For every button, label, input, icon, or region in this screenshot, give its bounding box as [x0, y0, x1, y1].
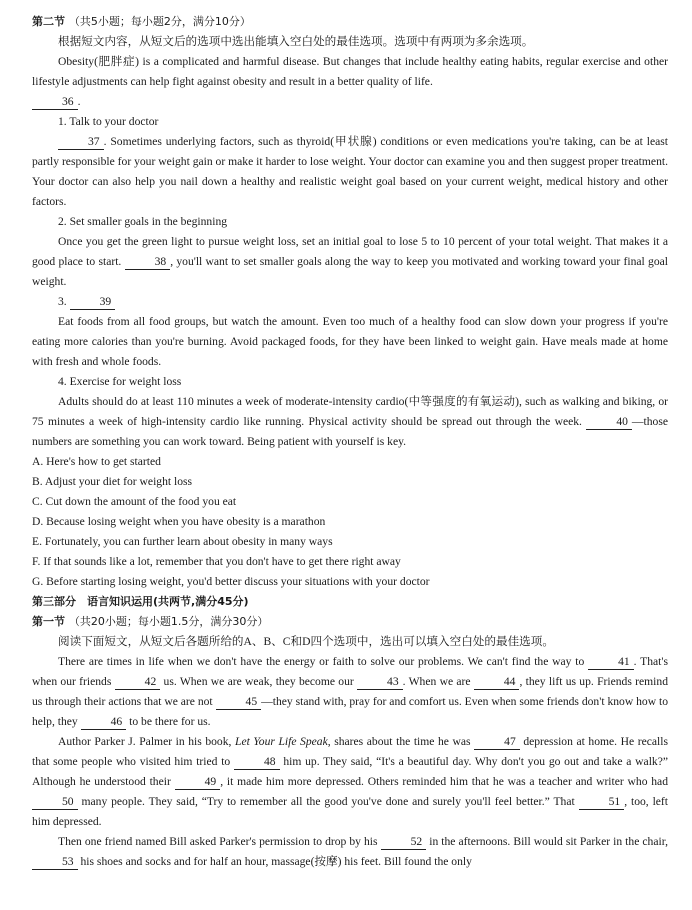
blank-46: 46 [81, 714, 127, 730]
section2-note: （共5小题；每小题2分，满分10分） [68, 15, 251, 28]
blank-39: 39 [70, 294, 116, 310]
paragraph-4: Adults should do at least 110 minutes a week of moderate-intensity cardio(中等强度的有氧运动), such as walking and biking, or 75 minutes a week of high-intensity cardio like running. Physical activity should be spread out through the week. 40 —those numbers are something you can work toward. Being patient with yourself is key. [32, 395, 668, 448]
heading-3: 3. 39 [32, 292, 668, 312]
option-g: G. Before starting losing weight, you'd better discuss your situations with your doctor [32, 575, 430, 588]
part3-title: 第三部分 语言知识运用 [32, 595, 153, 608]
section2-instruction: 根据短文内容，从短文后的选项中选出能填入空白处的最佳选项。选项中有两项为多余选项。 [58, 35, 534, 48]
blank-53: 53 [32, 854, 78, 870]
blank-41: 41 [588, 654, 634, 670]
blank-42: 42 [115, 674, 161, 690]
blank-44: 44 [474, 674, 520, 690]
cloze-paragraph-2: Author Parker J. Palmer in his book, Let Your Life Speak, shares about the time he was 47 depression at home. He recalls that some people who visited him tried to 48 him up. They said, “It's a beautiful day. Why don't you go out and take a walk?” Although he understood their 49 , it made him more depressed. Others reminded him that he was a teacher and writer who had 50 many people. They said, “Try to remember all the good you've done and surely you'll feel better.” That 51 , too, left him depressed. [32, 735, 669, 828]
book-title: Let Your Life Speak [235, 735, 328, 748]
part3-heading [32, 592, 668, 612]
blank-50: 50 [32, 794, 78, 810]
paragraph-2: Once you get the green light to pursue weight loss, set an initial goal to lose 5 to 10 percent of your total weight. That makes it a good place to start. 38 , you'll want to set smaller goals along the way to keep you motivated and working toward your final goal weight. [32, 235, 668, 288]
blank-40: 40 [586, 414, 632, 430]
option-a: A. Here's how to get started [32, 455, 161, 468]
cloze-paragraph-1: There are times in life when we don't have the energy or faith to solve our problems. We can't find the way to 41 . That's when our friends 42 us. When we are weak, they become our 43 . When we are 44 , they lift us up. Friends remind us through their actions that we are not 45 —they stand with, pray for and comfort us. Even when some friends don't know how to help, they 46 to be there for us. [32, 655, 668, 728]
blank-38: 38 [125, 254, 171, 270]
blank-47: 47 [474, 734, 520, 750]
options-list [32, 452, 668, 592]
section2-heading [32, 12, 668, 32]
blank-48: 48 [234, 754, 280, 770]
section2-title: 第二节 [32, 15, 65, 28]
option-f: F. If that sounds like a lot, remember that you don't have to get there right away [32, 555, 401, 568]
option-b: B. Adjust your diet for weight loss [32, 475, 193, 488]
paragraph-3: Eat foods from all food groups, but watch the amount. Even too much of a healthy food can slow down your progress if you're eating more calories than you're burning. Avoid packaged foods, for they have been linked to weight gain. Have meals made at home with fresh and whole foods. [32, 315, 668, 368]
blank-43: 43 [357, 674, 403, 690]
blank-52: 52 [381, 834, 427, 850]
option-c: C. Cut down the amount of the food you eat [32, 495, 237, 508]
option-e: E. Fortunately, you can further learn about obesity in many ways [32, 535, 333, 548]
section1-note: （共20小题；每小题1.5分，满分30分） [68, 615, 269, 628]
blank-36: 36 [32, 94, 78, 110]
section1-heading [32, 612, 668, 632]
section1-title: 第一节 [32, 615, 65, 628]
paragraph-1: 37 . Sometimes underlying factors, such as thyroid(甲状腺) conditions or even medications you're taking, can be at least partly responsible for your weight gain or make it harder to lose weight. Your doctor can examine you and then suggest proper treatment. Your doctor can also help you nail down a healthy and realistic weight goal based on your current weight, medical history and other factors. [32, 135, 668, 208]
blank-49: 49 [175, 774, 221, 790]
heading-1: 1. Talk to your doctor [58, 115, 159, 128]
heading-2: 2. Set smaller goals in the beginning [58, 215, 228, 228]
blank-37: 37 [58, 134, 104, 150]
blank-45: 45 [216, 694, 262, 710]
passage-intro: Obesity(肥胖症) is a complicated and harmful disease. But changes that include healthy eating habits, regular exercise and other lifestyle adjustments can help fight against obesity and result in a better quality of life. 36 . [32, 55, 668, 108]
option-d: D. Because losing weight when you have obesity is a marathon [32, 515, 326, 528]
section1-instruction: 阅读下面短文，从短文后各题所给的A、B、C和D四个选项中，选出可以填入空白处的最佳选项。 [58, 635, 554, 648]
cloze-paragraph-3: Then one friend named Bill asked Parker's permission to drop by his 52 in the afternoons. Bill would sit Parker in the chair, 53 his shoes and socks and for half an hour, massage(按摩) his feet. Bill found the only [32, 832, 668, 872]
part3-note: (共两节,满分45分) [153, 595, 249, 608]
heading-4: 4. Exercise for weight loss [58, 375, 182, 388]
blank-51: 51 [579, 794, 625, 810]
